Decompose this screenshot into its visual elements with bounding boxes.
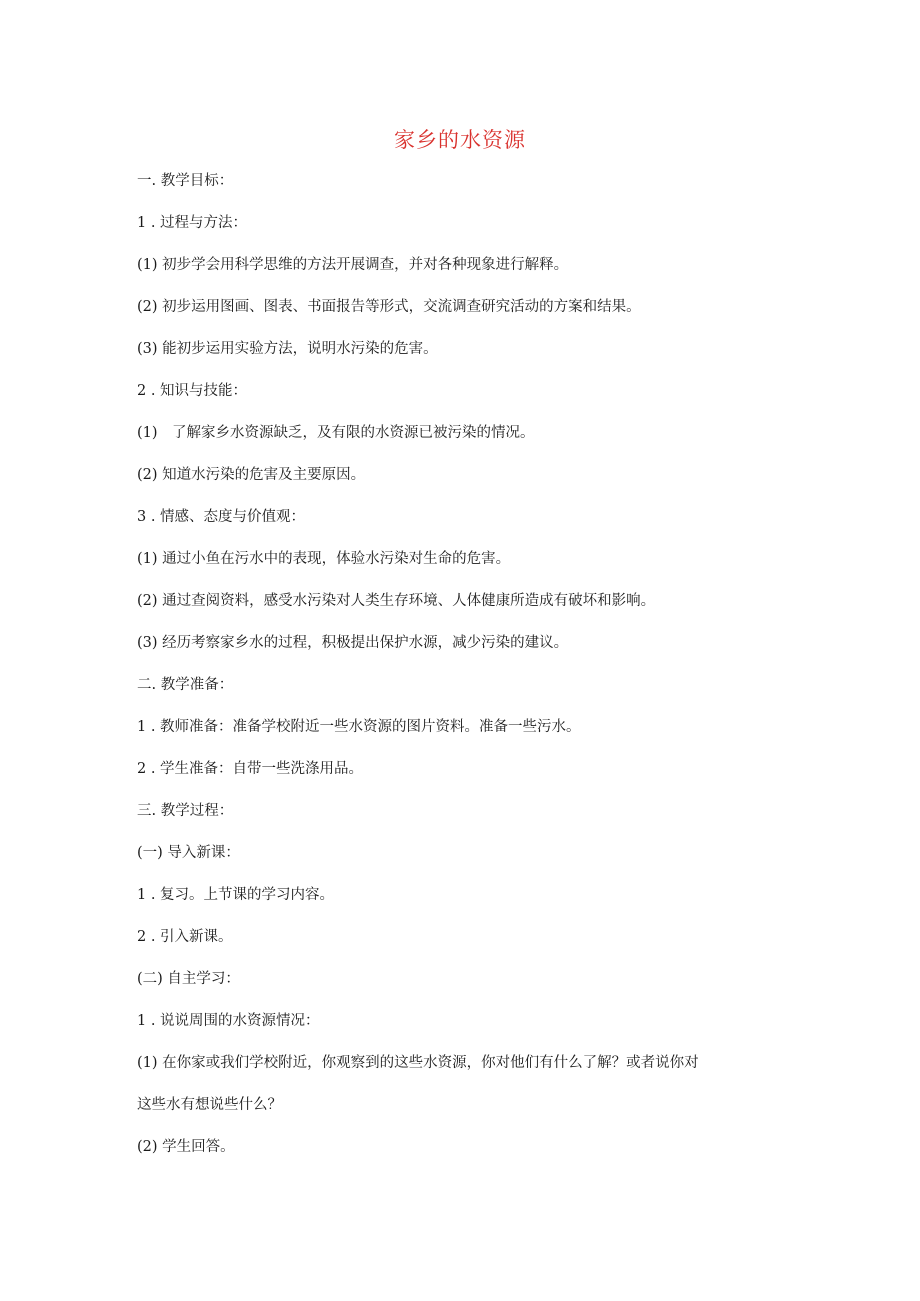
list-item: (1) 在你家或我们学校附近，你观察到的这些水资源，你对他们有什么了解？或者说你对 xyxy=(137,1055,699,1071)
section-heading-objectives: 一. 教学目标： xyxy=(137,173,234,189)
list-item: (2) 初步运用图画、图表、书面报告等形式，交流调查研究活动的方案和结果。 xyxy=(137,299,641,315)
list-item: (2) 知道水污染的危害及主要原因。 xyxy=(137,467,366,483)
list-item: 1 . 说说周围的水资源情况： xyxy=(137,1013,320,1029)
subheading-introduction: (一) 导入新课： xyxy=(137,845,240,861)
list-item: 1 . 复习。上节课的学习内容。 xyxy=(137,887,335,903)
section-heading-preparation: 二. 教学准备： xyxy=(137,677,234,693)
subheading-self-study: (二) 自主学习： xyxy=(137,971,240,987)
list-item: (3) 经历考察家乡水的过程，积极提出保护水源，减少污染的建议。 xyxy=(137,635,569,651)
list-item: (1) 初步学会用科学思维的方法开展调查，并对各种现象进行解释。 xyxy=(137,257,569,273)
list-item-continuation: 这些水有想说些什么？ xyxy=(137,1097,282,1113)
list-item: (2) 学生回答。 xyxy=(137,1139,235,1155)
list-item: (1) 了解家乡水资源缺乏，及有限的水资源已被污染的情况。 xyxy=(137,425,535,441)
list-item: 2 . 引入新课。 xyxy=(137,929,233,945)
list-item: (3) 能初步运用实验方法，说明水污染的危害。 xyxy=(137,341,438,357)
list-item: 2 . 学生准备：自带一些洗涤用品。 xyxy=(137,761,364,777)
subheading-process-method: 1 . 过程与方法： xyxy=(137,215,248,231)
document-title: 家乡的水资源 xyxy=(394,128,526,152)
subheading-knowledge-skills: 2 . 知识与技能： xyxy=(137,383,248,399)
list-item: 1 . 教师准备：准备学校附近一些水资源的图片资料。准备一些污水。 xyxy=(137,719,581,735)
section-heading-process: 三. 教学过程： xyxy=(137,803,234,819)
subheading-attitude-values: 3 . 情感、态度与价值观： xyxy=(137,509,306,525)
list-item: (2) 通过查阅资料，感受水污染对人类生存环境、人体健康所造成有破坏和影响。 xyxy=(137,593,656,609)
list-item: (1) 通过小鱼在污水中的表现，体验水污染对生命的危害。 xyxy=(137,551,511,567)
